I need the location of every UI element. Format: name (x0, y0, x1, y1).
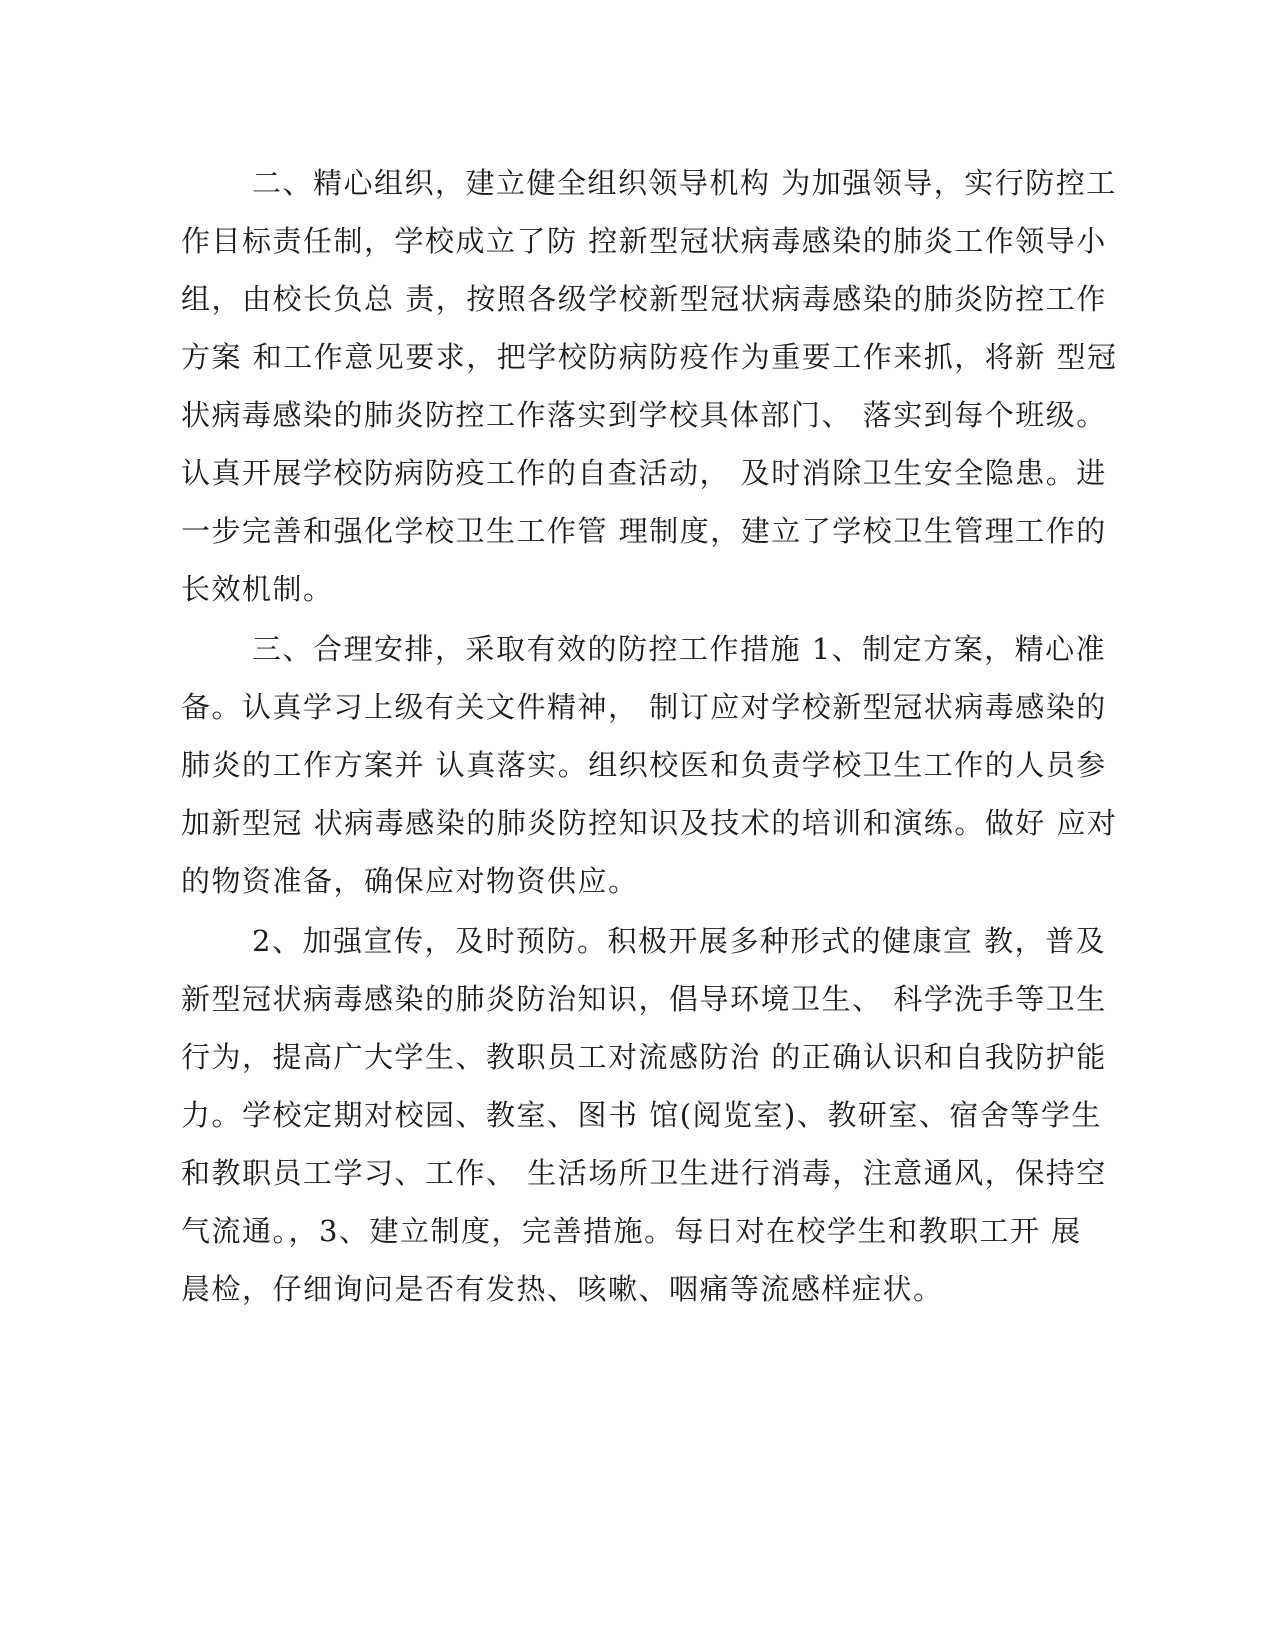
text-line: 和教职员工学习、工作、 生活场所卫生进行消毒，注意通风，保持空 (181, 1156, 1107, 1190)
text-line: 认真开展学校防病防疫工作的自查活动， 及时消除卫生安全隐患。进 (181, 456, 1107, 490)
text-line: 晨检，仔细询问是否有发热、咳嗽、咽痛等流感样症状。 (181, 1272, 944, 1306)
text-line: 的物资准备，确保应对物资供应。 (181, 864, 639, 898)
text-line: 方案 和工作意见要求，把学校防病防疫作为重要工作来抓，将新 型冠 (181, 340, 1118, 374)
text-line: 作目标责任制，学校成立了防 控新型冠状病毒感染的肺炎工作领导小 (181, 224, 1107, 258)
text-line: 三、合理安排，采取有效的防控工作措施 1、制定方案，精心准 (252, 632, 1107, 666)
text-line: 组，由校长负总 责，按照各级学校新型冠状病毒感染的肺炎防控工作 (181, 282, 1107, 316)
text-line: 新型冠状病毒感染的肺炎防治知识，倡导环境卫生、 科学洗手等卫生 (181, 982, 1107, 1016)
text-line: 行为，提高广大学生、教职员工对流感防治 的正确认识和自我防护能 (181, 1040, 1107, 1074)
text-line: 一步完善和强化学校卫生工作管 理制度，建立了学校卫生管理工作的 (181, 514, 1107, 548)
text-line: 2、加强宣传，及时预防。积极开展多种形式的健康宣 教，普及 (252, 924, 1107, 958)
text-line: 气流通。，3、建立制度，完善措施。每日对在校学生和教职工开 展 (181, 1214, 1082, 1248)
text-line: 肺炎的工作方案并 认真落实。组织校医和负责学校卫生工作的人员参 (181, 748, 1107, 782)
text-line: 状病毒感染的肺炎防控工作落实到学校具体部门、 落实到每个班级。 (181, 398, 1107, 432)
text-line: 长效机制。 (181, 572, 334, 606)
text-line: 备。认真学习上级有关文件精神， 制订应对学校新型冠状病毒感染的 (181, 690, 1107, 724)
text-line: 力。学校定期对校园、教室、图书 馆(阅览室)、教研室、宿舍等学生 (181, 1098, 1102, 1132)
text-line: 二、精心组织，建立健全组织领导机构 为加强领导，实行防控工 (252, 166, 1117, 200)
text-line: 加新型冠 状病毒感染的肺炎防控知识及技术的培训和演练。做好 应对 (181, 806, 1118, 840)
